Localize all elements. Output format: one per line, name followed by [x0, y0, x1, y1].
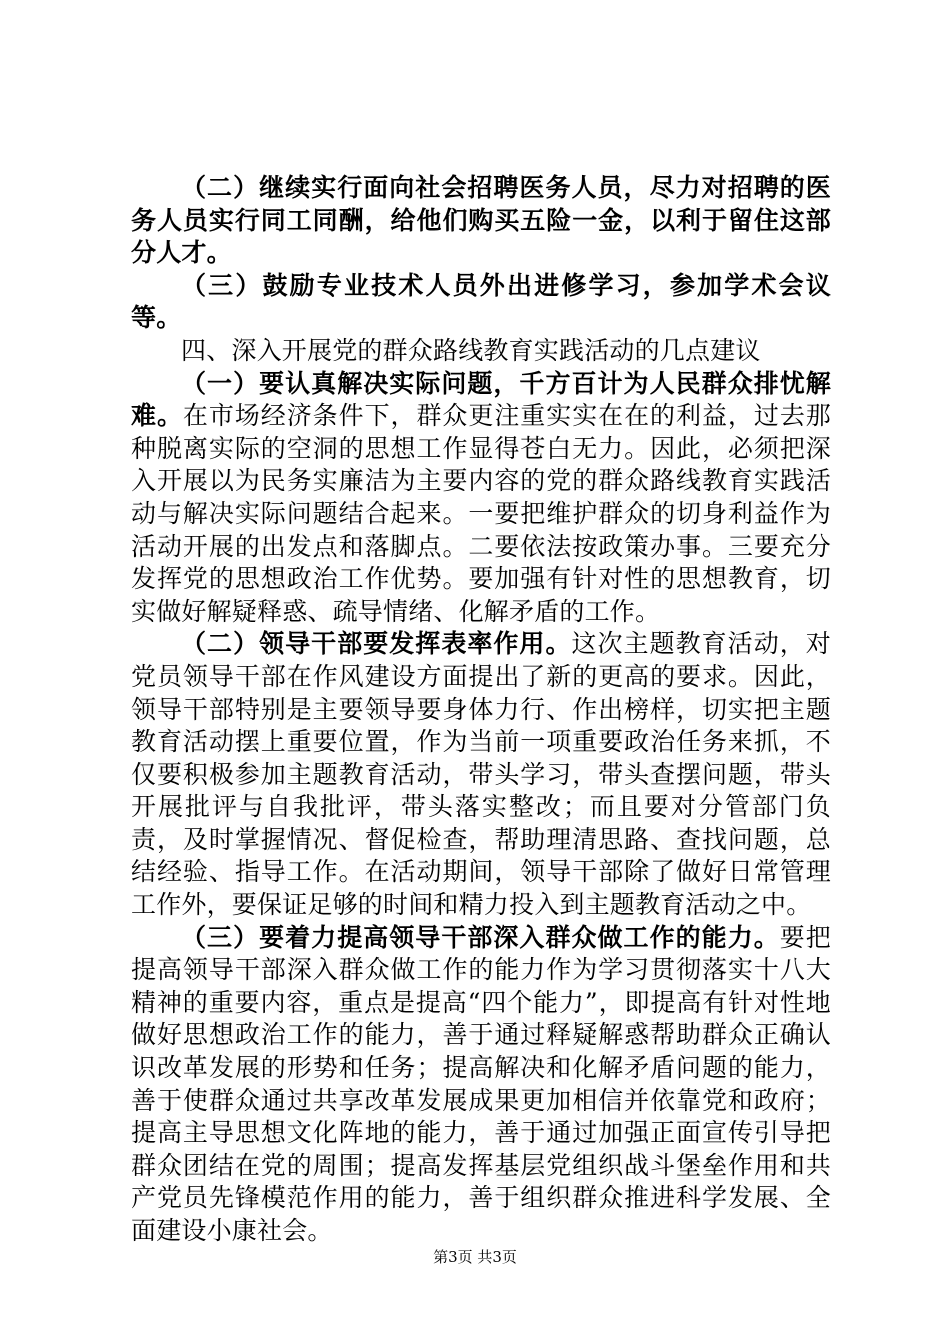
paragraph-lead-text: （一）要认真解决实际问题，千方百计为人民群众排忧解难。 — [131, 368, 831, 431]
page-number-footer: 第3页 共3页 — [433, 1248, 517, 1266]
paragraph-improve-leader-ability — [131, 922, 831, 1248]
paragraph-body-text: 要把提高领导干部深入群众做工作的能力作为学习贯彻落实十八大精神的重要内容，重点是提高“四个能力”，即提高有针对性地做好思想政治工作的能力，善于通过释疑解惑帮助群众正确认识改革发展的形势和任务；提高解决和化解矛盾问题的能力，善于使群众通过共享改革发展成果更加相信并依靠党和政府；提高主导思想文化阵地的能力，善于通过加强正面宣传引导把群众团结在党的周围；提高发挥基层党组织战斗堡垒作用和共产党员先锋模范作用的能力，善于组织群众推进科学发展、全面建设小康社会。 — [131, 922, 831, 1245]
paragraph-body-text: 在市场经济条件下，群众更注重实实在在的利益，过去那种脱离实际的空洞的思想工作显得苍白无力。因此，必须把深入开展以为民务实廉洁为主要内容的党的群众路线教育实践活动与解决实际问题结合起来。一要把维护群众的切身利益作为活动开展的出发点和落脚点。二要依法按政策办事。三要充分发挥党的思想政治工作优势。要加强有针对性的思想教育，切实做好解疑释惑、疏导情绪、化解矛盾的工作。 — [131, 401, 831, 626]
paragraph-body-text: 这次主题教育活动，对党员领导干部在作风建设方面提出了新的更高的要求。因此，领导干部特别是主要领导要身体力行、作出榜样，切实把主题教育活动摆上重要位置，作为当前一项重要政治任务来抓，不仅要积极参加主题教育活动，带头学习，带头查摆问题，带头开展批评与自我批评，带头落实整改；而且要对分管部门负责，及时掌握情况、督促检查，帮助理清思路、查找问题，总结经验、指导工作。在活动期间，领导干部除了做好日常管理工作外，要保证足够的时间和精力投入到主题教育活动之中。 — [131, 629, 831, 920]
paragraph-recruit-medical-staff: （二）继续实行面向社会招聘医务人员，尽力对招聘的医务人员实行同工同酬，给他们购买五险一金，以利于留住这部分人才。 — [131, 173, 831, 268]
paragraph-leaders-set-example — [131, 628, 831, 921]
paragraph-encourage-training: （三）鼓励专业技术人员外出进修学习，参加学术会议等。 — [131, 270, 831, 333]
section-heading-suggestions: 四、深入开展党的群众路线教育实践活动的几点建议 — [181, 335, 761, 365]
paragraph-lead-text: （三）要着力提高领导干部深入群众做工作的能力。 — [181, 922, 780, 952]
paragraph-solve-practical-problems — [131, 368, 831, 629]
paragraph-lead-text: （二）领导干部要发挥表率作用。 — [181, 629, 572, 659]
document-body — [131, 172, 831, 1248]
